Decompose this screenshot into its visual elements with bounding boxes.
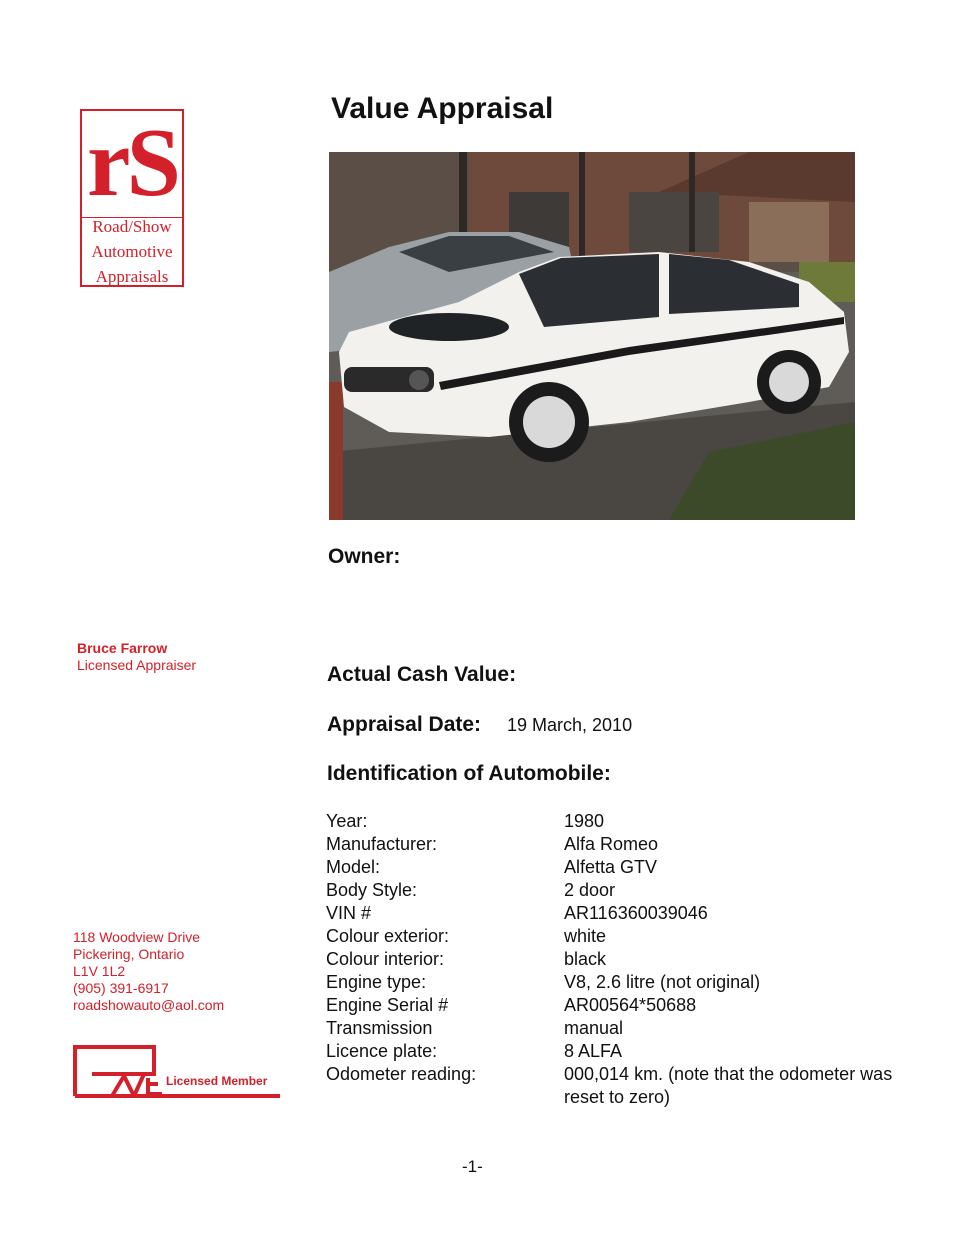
address-postal: L1V 1L2 [73,963,126,979]
address-email: roadshowauto@aol.com [73,997,225,1013]
field-value: white [564,926,607,946]
field-label: Colour exterior: [326,926,450,946]
appraisal-date-value: 19 March, 2010 [507,715,633,735]
company-logo [80,109,184,287]
car-photo [329,152,855,520]
field-value: 8 ALFA [564,1041,623,1061]
address-city: Pickering, Ontario [73,946,185,962]
field-value: AR00564*50688 [564,995,697,1015]
membership-label: Licensed Member [166,1074,268,1088]
logo-line-1: Road/Show [92,217,172,236]
field-label: Engine type: [326,972,427,992]
address-phone: (905) 391-6917 [73,980,169,996]
identification-heading: Identification of Automobile: [327,762,611,785]
field-label: Colour interior: [326,949,445,969]
page-title: Value Appraisal [331,92,554,125]
field-value: V8, 2.6 litre (not original) [564,972,761,992]
field-label: Licence plate: [326,1041,438,1061]
membership-logo [72,1044,284,1100]
address-street: 118 Woodview Drive [73,929,201,945]
appraisal-date-label: Appraisal Date: [327,713,482,736]
field-label: Body Style: [326,880,418,900]
owner-label: Owner: [328,545,401,568]
field-label: Year: [326,811,368,831]
logo-line-3: Appraisals [95,267,169,286]
field-label: VIN # [326,903,372,923]
field-value: 000,014 km. (note that the odometer was reset to zero) [564,1064,893,1107]
field-value: manual [564,1018,624,1038]
field-label: Engine Serial # [326,995,449,1015]
logo-line-2: Automotive [91,242,173,261]
field-value: 1980 [564,811,605,831]
page-number: -1- [462,1157,483,1176]
field-value: Alfetta GTV [564,857,658,877]
field-value: 2 door [564,880,616,900]
contact-address [73,929,224,1014]
field-label: Odometer reading: [326,1064,477,1084]
appraiser-name: Bruce Farrow [77,640,168,656]
field-value: AR116360039046 [564,903,708,923]
field-label: Transmission [326,1018,433,1038]
field-value: black [564,949,607,969]
field-label: Model: [326,857,381,877]
field-value: Alfa Romeo [564,834,659,854]
field-label: Manufacturer: [326,834,438,854]
appraiser-role: Licensed Appraiser [77,657,197,673]
logo-mark: rS [87,109,177,217]
actual-cash-value-label: Actual Cash Value: [327,663,517,686]
